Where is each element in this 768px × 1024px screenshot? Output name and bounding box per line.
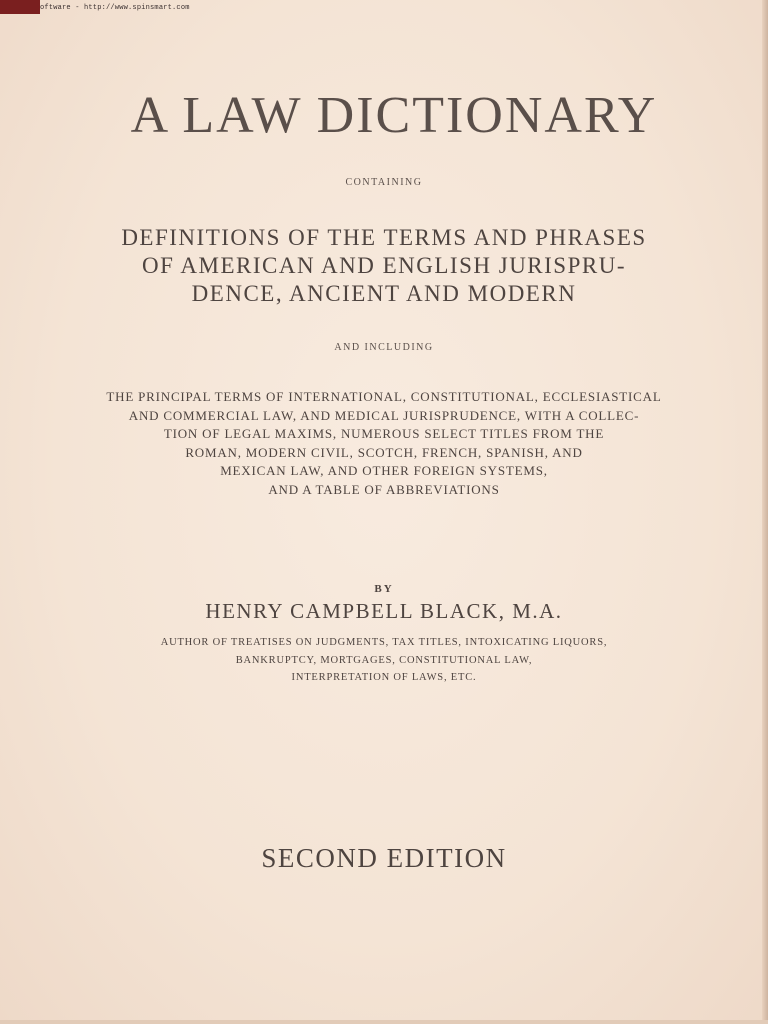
author-credits-line: INTERPRETATION OF LAWS, ETC. bbox=[291, 672, 477, 683]
principal-terms-block bbox=[0, 388, 768, 499]
principal-line: AND COMMERCIAL LAW, AND MEDICAL JURISPRUDENCE, WITH A COLLEC- bbox=[128, 407, 640, 423]
principal-line: THE PRINCIPAL TERMS OF INTERNATIONAL, CONSTITUTIONAL, ECCLESIASTICAL bbox=[106, 389, 662, 404]
book-title: A LAW DICTIONARY bbox=[130, 87, 658, 144]
principal-line: TION OF LEGAL MAXIMS, NUMEROUS SELECT TITLES FROM THE bbox=[163, 426, 605, 441]
author-credits-line: BANKRUPTCY, MORTGAGES, CONSTITUTIONAL LAW, bbox=[235, 654, 533, 666]
author-name: HENRY CAMPBELL BLACK, M.A. bbox=[205, 599, 563, 623]
edition-label: SECOND EDITION bbox=[261, 843, 507, 873]
definitions-block bbox=[0, 224, 768, 308]
definitions-line: DENCE, ANCIENT AND MODERN bbox=[191, 281, 577, 306]
containing-label: CONTAINING bbox=[345, 177, 423, 188]
principal-line: ROMAN, MODERN CIVIL, SCOTCH, FRENCH, SPANISH, AND bbox=[185, 444, 583, 460]
principal-line: AND A TABLE OF ABBREVIATIONS bbox=[268, 481, 500, 497]
principal-line: MEXICAN LAW, AND OTHER FOREIGN SYSTEMS, bbox=[220, 463, 548, 478]
by-label: BY bbox=[374, 583, 394, 595]
author-credits bbox=[0, 634, 768, 687]
page-edge-bottom bbox=[0, 1020, 768, 1024]
binding-corner bbox=[0, 0, 40, 14]
definitions-line: DEFINITIONS OF THE TERMS AND PHRASES bbox=[121, 225, 647, 250]
and-including-label: AND INCLUDING bbox=[334, 342, 434, 353]
author-credits-line: AUTHOR OF TREATISES ON JUDGMENTS, TAX TITLES, INTOXICATING LIQUORS, bbox=[160, 637, 608, 648]
definitions-line: OF AMERICAN AND ENGLISH JURISPRU- bbox=[142, 253, 626, 278]
watermark-text: oftware - http://www.spinsmart.com bbox=[40, 4, 190, 12]
